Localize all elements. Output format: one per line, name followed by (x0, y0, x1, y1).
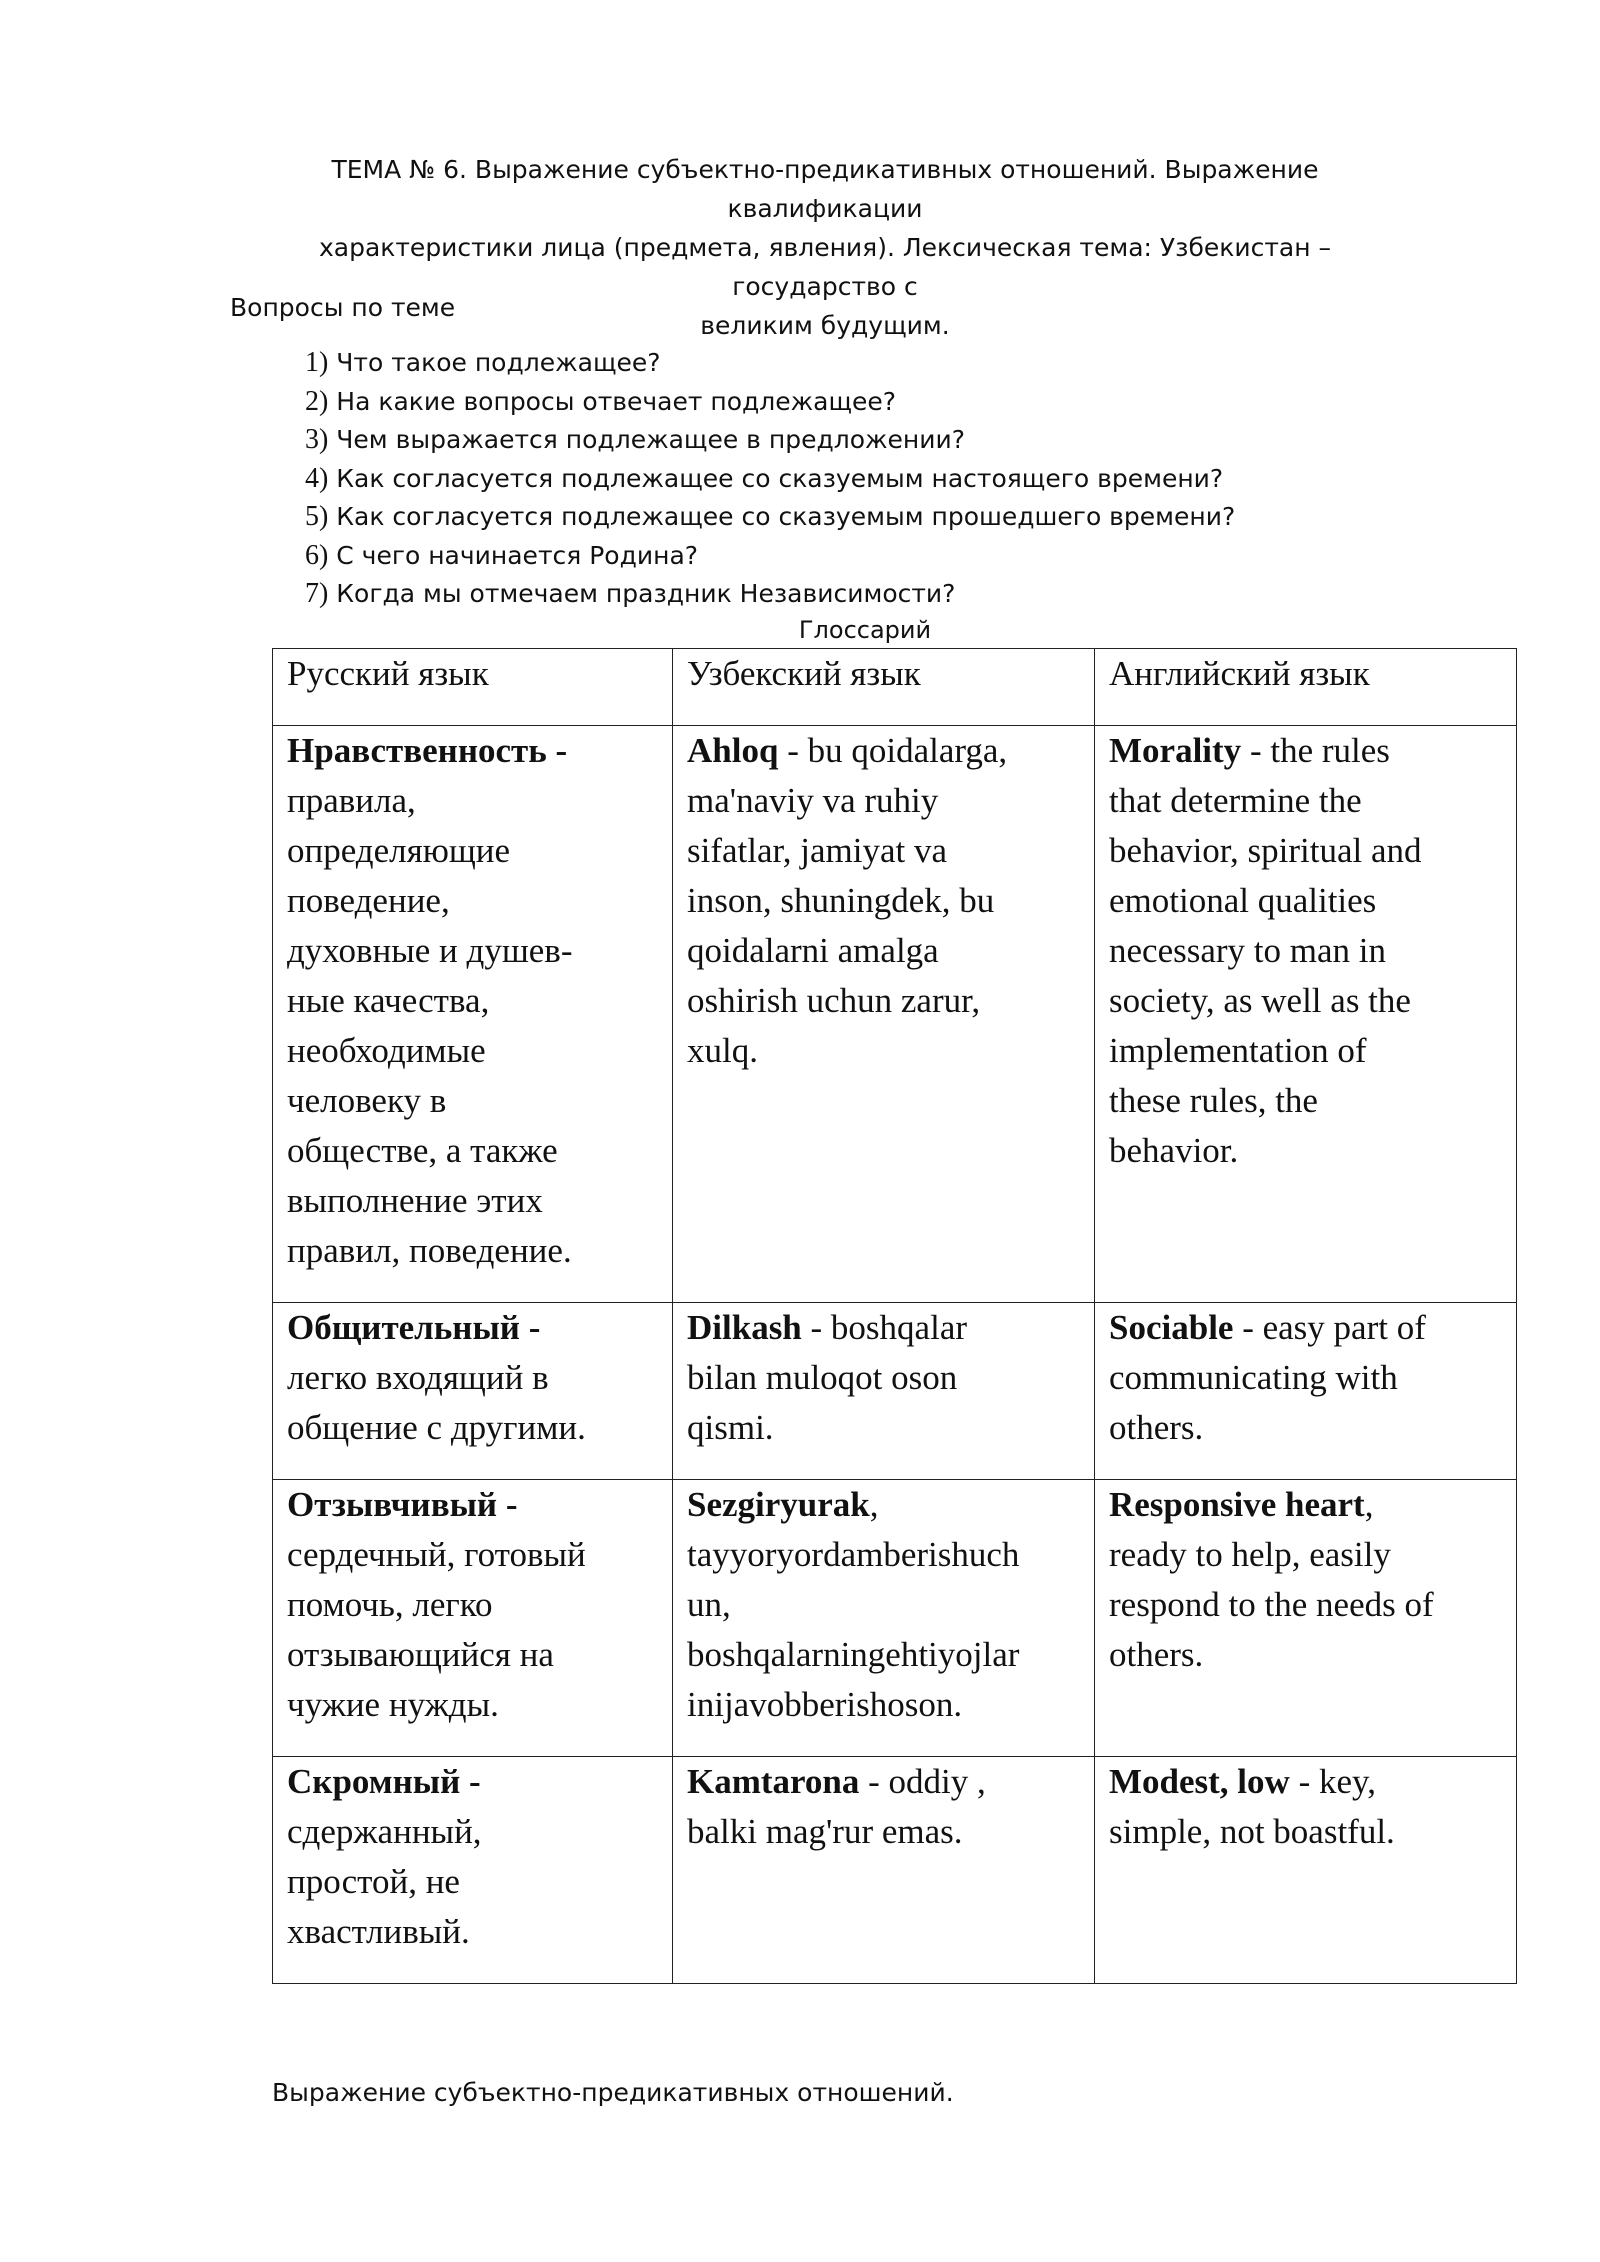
definition-line: простой, не (287, 1862, 460, 1901)
question-number: 5) (305, 501, 329, 532)
cell-uzbek (673, 1480, 1095, 1757)
definition-tail: - bu qoidalarga, (778, 731, 1008, 770)
definition-line: общение с другими. (287, 1408, 586, 1447)
definition-line: behavior, spiritual and (1109, 831, 1422, 870)
column-header-uzbek: Узбекский язык (673, 649, 1095, 726)
question-number: 7) (305, 578, 329, 609)
question-item (305, 460, 1505, 499)
cell-english (1095, 1303, 1517, 1480)
question-text: Чем выражается подлежащее в предложении? (336, 425, 966, 454)
definition-line: inijavobberishoson. (687, 1685, 963, 1724)
definition-line: хвастливый. (287, 1912, 470, 1951)
term-english: Morality (1109, 731, 1242, 770)
definition-tail: , (869, 1485, 879, 1524)
term-russian: Скромный (287, 1762, 461, 1801)
definition-line: balki mag'rur emas. (687, 1812, 963, 1851)
definition-line: отзывающийся на (287, 1635, 554, 1674)
question-number: 1) (305, 347, 329, 378)
definition-line: oshirish uchun zarur, (687, 981, 981, 1020)
definition-tail: - boshqalar (801, 1308, 968, 1347)
definition-line: that determine the (1109, 781, 1362, 820)
definition-line: помочь, легко (287, 1585, 493, 1624)
term-uzbek: Dilkash (687, 1308, 802, 1347)
definition-line: behavior. (1109, 1131, 1239, 1170)
topic-line-2: характеристики лица (предмета, явления). Лексическая тема: Узбекистан –государство с (318, 233, 1332, 301)
definition-line: обществе, а также (287, 1131, 558, 1170)
definition-line: ma'naviy va ruhiy (687, 781, 939, 820)
definition-line: boshqalarningehtiyojlar (687, 1635, 1020, 1674)
term-dash: - (497, 1485, 518, 1524)
definition-tail: , (1364, 1485, 1374, 1524)
question-text: Что такое подлежащее? (336, 348, 661, 377)
term-english: Responsive heart (1109, 1485, 1365, 1524)
table-row (273, 726, 1517, 1303)
question-text: Когда мы отмечаем праздник Независимости? (336, 579, 956, 608)
definition-line: these rules, the (1109, 1081, 1318, 1120)
question-item (305, 383, 1505, 422)
definition-line: respond to the needs of (1109, 1585, 1434, 1624)
term-russian: Отзывчивый (287, 1485, 498, 1524)
term-uzbek: Ahloq (687, 731, 779, 770)
definition-line: qoidalarni amalga (687, 931, 939, 970)
definition-line: выполнение этих (287, 1181, 543, 1220)
definition-line: necessary to man in (1109, 931, 1386, 970)
cell-english (1095, 1480, 1517, 1757)
term-english: Sociable (1109, 1308, 1234, 1347)
cell-russian (273, 726, 673, 1303)
definition-line: сдержанный, (287, 1812, 482, 1851)
question-number: 6) (305, 539, 329, 571)
topic-line-1: ТЕМА № 6. Выражение субъектно-предикативных отношений. Выражение квалификации (331, 155, 1319, 223)
cell-english (1095, 726, 1517, 1303)
term-uzbek: Sezgiryurak (687, 1485, 870, 1524)
table-row (273, 1480, 1517, 1757)
definition-line: qismi. (687, 1408, 774, 1447)
term-dash: - (460, 1762, 481, 1801)
term-dash: - (546, 731, 568, 770)
question-number: 3) (305, 424, 329, 455)
definition-line: сердечный, готовый (287, 1535, 586, 1574)
term-dash: - (519, 1308, 541, 1347)
table-row (273, 1757, 1517, 1984)
cell-uzbek (673, 1757, 1095, 1984)
term-english: Modest, low (1109, 1762, 1290, 1801)
definition-line: чужие нужды. (287, 1685, 499, 1724)
definition-line: человеку в (287, 1081, 447, 1120)
cell-russian (273, 1480, 673, 1757)
term-russian: Нравственность (287, 731, 547, 770)
definition-line: tayyoryordamberishuch (687, 1535, 1020, 1574)
column-header-english: Английский язык (1095, 649, 1517, 726)
topic-line-3: великим будущим. (700, 311, 950, 340)
term-uzbek: Kamtarona (687, 1762, 860, 1801)
definition-line: others. (1109, 1635, 1204, 1674)
definition-line: communicating with (1109, 1358, 1398, 1397)
question-item (305, 344, 1505, 383)
question-item (305, 498, 1505, 537)
term-russian: Общительный (287, 1308, 520, 1347)
questions-heading: Вопросы по теме (230, 293, 456, 322)
section-title: Выражение субъектно-предикативных отношений. (272, 2078, 954, 2107)
definition-line: inson, shuningdek, bu (687, 881, 995, 920)
definition-line: society, as well as the (1109, 981, 1411, 1020)
definition-tail: - the rules (1241, 731, 1390, 770)
question-text: Как согласуется подлежащее со сказуемым настоящего времени? (336, 463, 1224, 493)
definition-line: sifatlar, jamiyat va (687, 831, 948, 870)
definition-line: emotional qualities (1109, 881, 1377, 920)
definition-line: implementation of (1109, 1031, 1367, 1070)
definition-line: легко входящий в (287, 1358, 549, 1397)
cell-russian (273, 1757, 673, 1984)
definition-line: поведение, (287, 881, 450, 920)
definition-line: bilan muloqot oson (687, 1358, 958, 1397)
glossary-heading: Глоссарий (798, 616, 932, 644)
cell-uzbek (673, 726, 1095, 1303)
definition-line: ready to help, easily (1109, 1535, 1391, 1574)
definition-tail: - easy part of (1233, 1308, 1426, 1347)
definition-tail: - key, (1289, 1762, 1376, 1801)
question-number: 4) (305, 462, 329, 494)
question-text: Как согласуется подлежащее со сказуемым прошедшего времени? (336, 502, 1236, 531)
definition-line: others. (1109, 1408, 1204, 1447)
definition-line: определяющие (287, 831, 511, 870)
definition-line: правила, (287, 781, 416, 820)
table-header-row (273, 649, 1517, 726)
definition-line: un, (687, 1585, 731, 1624)
definition-line: ные качества, (287, 981, 490, 1020)
column-header-russian: Русский язык (273, 649, 673, 726)
question-text: На какие вопросы отвечает подлежащее? (336, 386, 897, 416)
cell-uzbek (673, 1303, 1095, 1480)
question-item (305, 537, 1505, 576)
question-text: С чего начинается Родина? (336, 540, 699, 570)
cell-russian (273, 1303, 673, 1480)
definition-line: духовные и душев- (287, 931, 573, 970)
definition-tail: - oddiy , (859, 1762, 986, 1801)
definition-line: необходимые (287, 1031, 486, 1070)
definition-line: правил, поведение. (287, 1231, 572, 1270)
question-item (305, 575, 1505, 614)
question-item (305, 421, 1505, 460)
questions-list (305, 344, 1505, 614)
glossary-table (272, 648, 1517, 1984)
definition-line: simple, not boastful. (1109, 1812, 1395, 1851)
definition-line: xulq. (687, 1031, 758, 1070)
table-row (273, 1303, 1517, 1480)
cell-english (1095, 1757, 1517, 1984)
question-number: 2) (305, 385, 329, 417)
